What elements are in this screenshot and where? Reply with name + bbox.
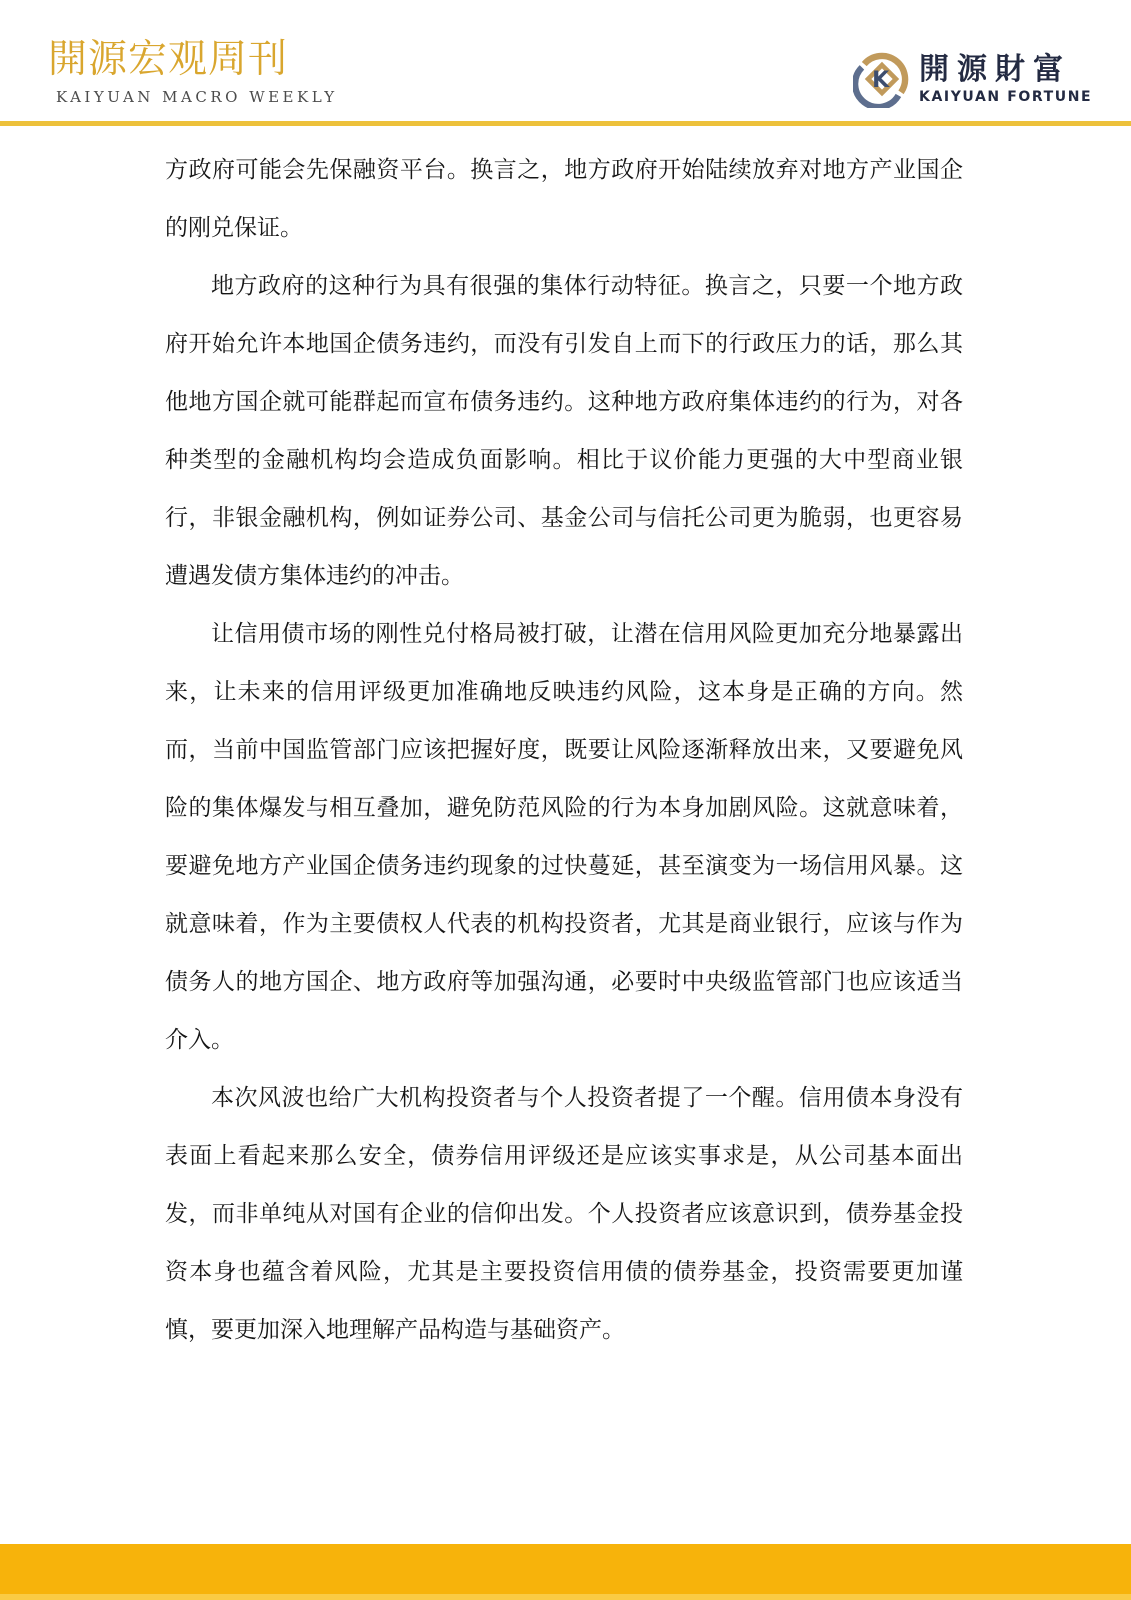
header-divider: [0, 121, 1131, 126]
article-body: [165, 141, 963, 1359]
logo-subtitle: KAIYUAN FORTUNE: [919, 89, 1093, 105]
kaiyuan-fortune-logo-icon: [853, 50, 911, 108]
brand-subtitle: KAIYUAN MACRO WEEKLY: [56, 88, 338, 106]
kaiyuan-fortune-logo: [853, 50, 1092, 108]
svg-text:K: K: [872, 68, 890, 94]
footer-bar: [0, 1544, 1131, 1600]
brand-title: 開源宏观周刊: [48, 37, 289, 82]
footer-bar-edge: [0, 1594, 1131, 1600]
logo-title: 開源財富: [919, 52, 1071, 87]
article-paragraph: 让信用债市场的刚性兑付格局被打破，让潜在信用风险更加充分地暴露出来，让未来的信用评级更加准确地反映违约风险，这本身是正确的方向。然而，当前中国监管部门应该把握好度，既要让风险逐渐释放出来，又要避免风险的集体爆发与相互叠加，避免防范风险的行为本身加剧风险。这就意味着，要避免地方产业国企债务违约现象的过快蔓延，甚至演变为一场信用风暴。这就意味着，作为主要债权人代表的机构投资者，尤其是商业银行，应该与作为债务人的地方国企、地方政府等加强沟通，必要时中央级监管部门也应该适当介入。: [165, 621, 963, 1053]
article-paragraph: 地方政府的这种行为具有很强的集体行动特征。换言之，只要一个地方政府开始允许本地国企债务违约，而没有引发自上而下的行政压力的话，那么其他地方国企就可能群起而宣布债务违约。这种地方政府集体违约的行为，对各种类型的金融机构均会造成负面影响。相比于议价能力更强的大中型商业银行，非银金融机构，例如证券公司、基金公司与信托公司更为脆弱，也更容易遭遇发债方集体违约的冲击。: [165, 273, 963, 589]
article-paragraph: 本次风波也给广大机构投资者与个人投资者提了一个醒。信用债本身没有表面上看起来那么安全，债券信用评级还是应该实事求是，从公司基本面出发，而非单纯从对国有企业的信仰出发。个人投资者应该意识到，债券基金投资本身也蕴含着风险，尤其是主要投资信用债的债券基金，投资需要更加谨慎，要更加深入地理解产品构造与基础资产。: [165, 1085, 963, 1343]
article-paragraph: 方政府可能会先保融资平台。换言之，地方政府开始陆续放弃对地方产业国企的刚兑保证。: [165, 157, 963, 241]
logo-text: [919, 53, 1092, 105]
